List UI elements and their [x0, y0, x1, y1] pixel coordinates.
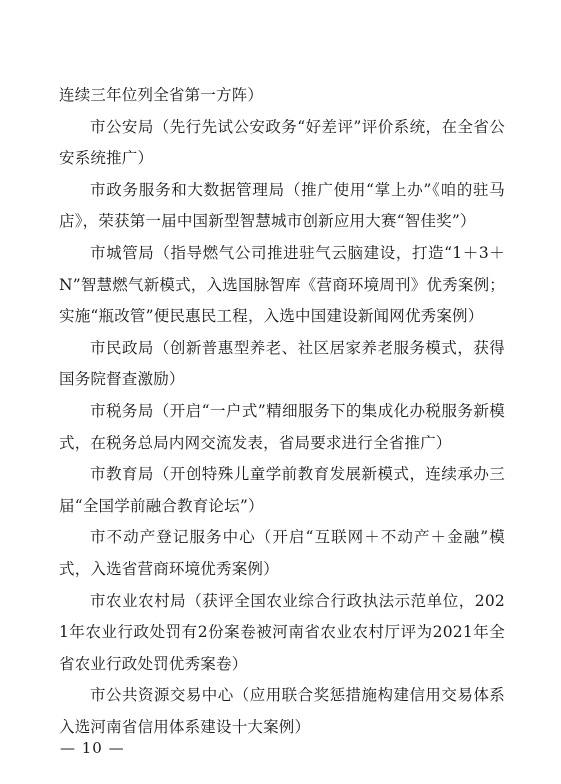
paragraph-civil-affairs-bureau: 市民政局（创新普惠型养老、社区居家养老服务模式，获得国务院督查激励） [59, 338, 505, 389]
paragraph-education-bureau: 市教育局（开创特殊儿童学前教育发展新模式，连续承办三届“全国学前融合教育论坛”） [59, 465, 505, 515]
paragraph-urban-management-bureau: 市城管局（指导燃气公司推进驻气云脑建设，打造“1＋3＋N”智慧燃气新模式，入选国脉智库《营商环境周刊》优秀案例；实施“瓶改管”便民惠民工程，入选中国建设新闻网优秀案例） [59, 243, 505, 326]
paragraph-public-resources-trading-center: 市公共资源交易中心（应用联合奖惩措施构建信用交易体系入选河南省信用体系建设十大案例） [59, 686, 505, 736]
paragraph-continuation: 连续三年位列全省第一方阵） [59, 86, 264, 104]
paragraph-tax-bureau: 市税务局（开启“一户式”精细服务下的集成化办税服务新模式，在税务总局内网交流发表，省局要求进行全省推广） [59, 401, 505, 452]
paragraph-government-services-bureau: 市政务服务和大数据管理局（推广使用“掌上办”《咱的驻马店》，荣获第一届中国新型智慧城市创新应用大赛“智佳奖”） [59, 180, 505, 231]
paragraph-real-estate-registration-center: 市不动产登记服务中心（开启“互联网＋不动产＋金融”模式，入选省营商环境优秀案例） [59, 528, 505, 578]
paragraph-public-security-bureau: 市公安局（先行先试公安政务“好差评”评价系统，在全省公安系统推广） [59, 117, 505, 168]
page-number: — 10 — [60, 739, 125, 757]
body-text [59, 80, 505, 743]
paragraph-agriculture-bureau: 市农业农村局（获评全国农业综合行政执法示范单位，2021年农业行政处罚有2份案卷被河南省农业农村厅评为2021年全省农业行政处罚优秀案卷） [59, 591, 505, 673]
